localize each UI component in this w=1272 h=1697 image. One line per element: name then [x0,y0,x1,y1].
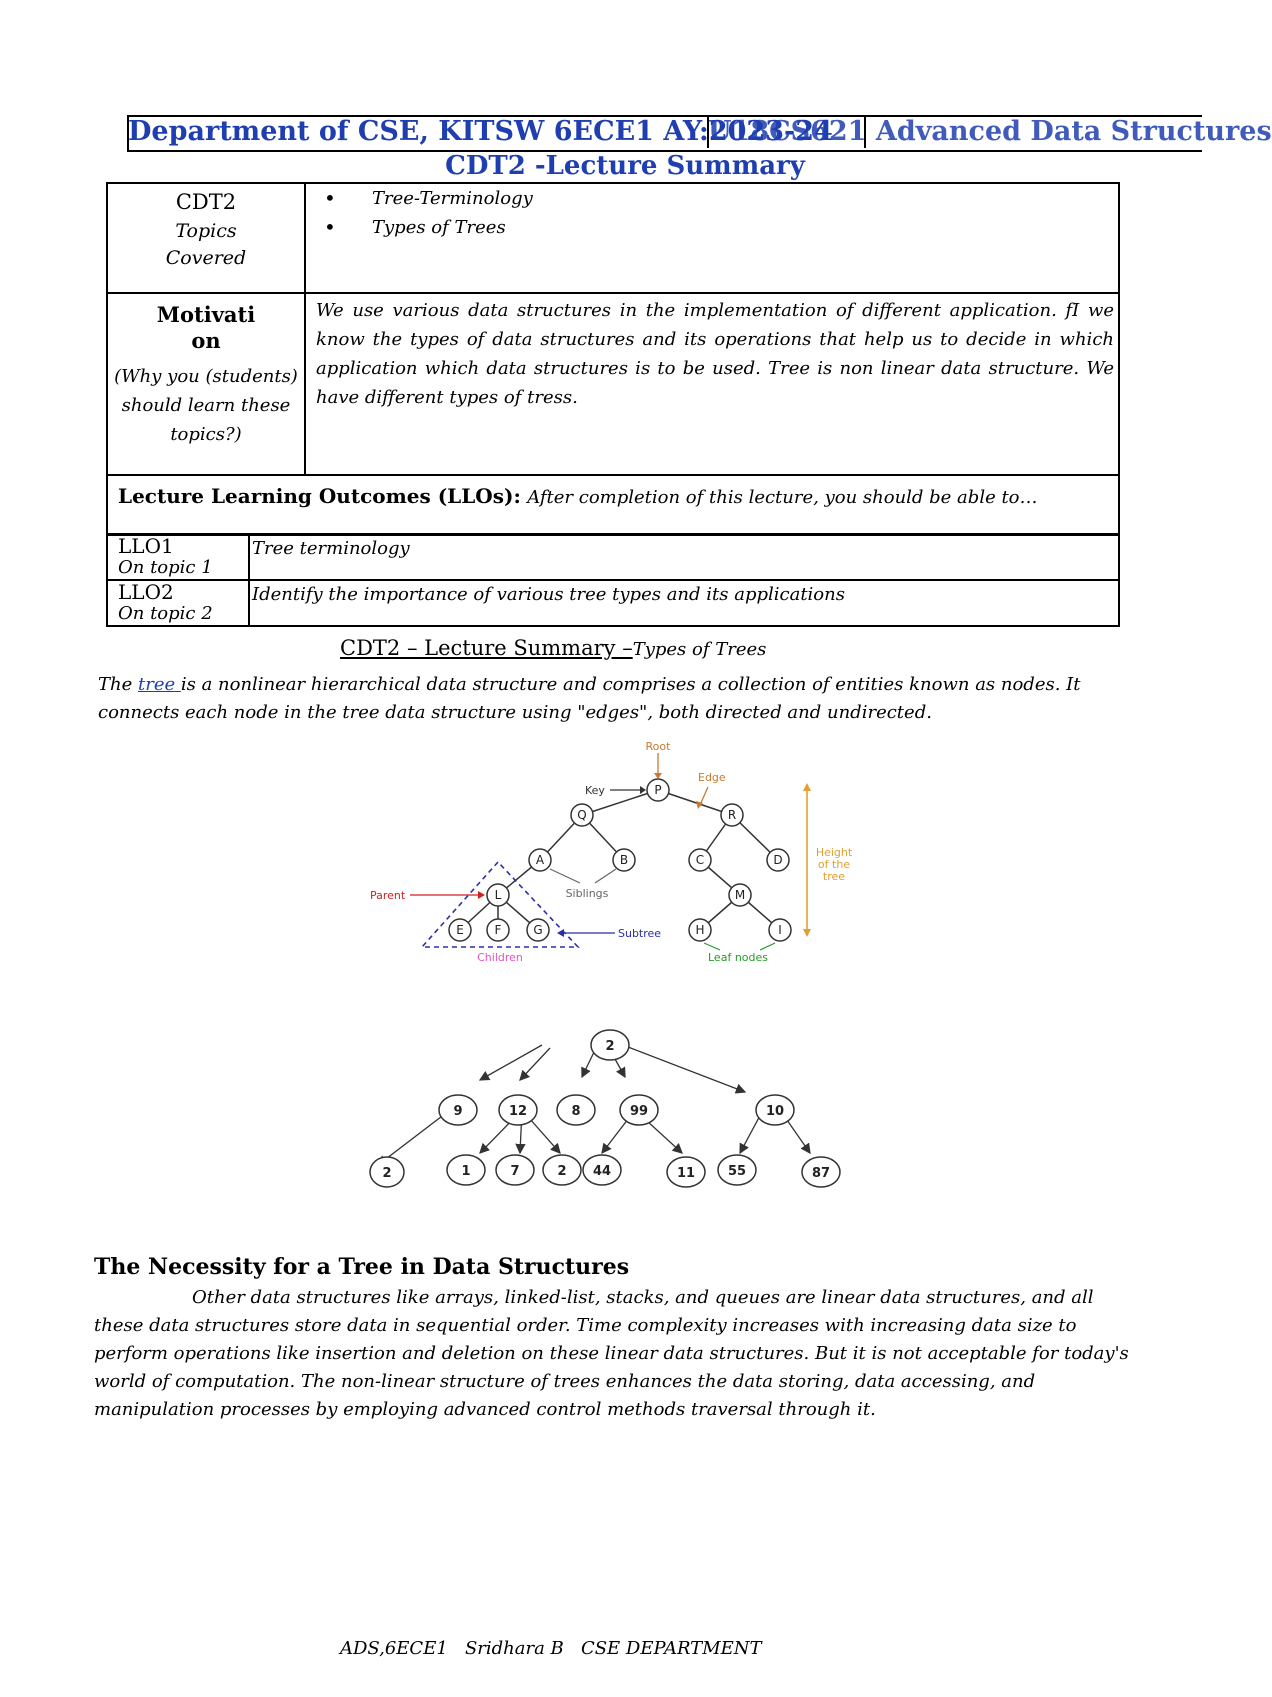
node-label: F [494,923,502,937]
edge-arrow [700,787,708,805]
node-label: R [727,808,737,822]
motivation-text-cell [305,293,1119,475]
llo2-topic: On topic 2 [118,603,213,624]
key-arrow-head [640,786,646,794]
node-label: M [734,888,746,902]
header-course: U18CS621 Advanced Data Structures [708,116,1272,147]
necessity-paragraph: Other data structures like arrays, linked-list, stacks, and queues are linear data structures, and all these data structures store data in sequential order. Time complexity increases with increasing data size to perform operations like insertion and deletion on these linear data structures. But it is not acceptable for today's world of computation. The non-linear structure of trees enhances the data storing, data accessing, and manipulation processes by employing advanced control methods traversal through it. [94,1287,1129,1420]
intro-paragraph: The tree is a nonlinear hierarchical data structure and comprises a collection of entities known as nodes. It connects each node in the tree data structure using "edges", both directed and undirected. [98,674,1081,723]
summary-table [106,182,1120,536]
leaf-annotation: Leaf nodes [708,951,768,964]
topics-cell [305,183,1119,293]
node-label: 55 [727,1164,747,1179]
motivation-cell [107,293,305,475]
necessity-title: The Necessity for a Tree in Data Structures [94,1254,630,1280]
root-annotation: Root [645,740,671,753]
node-label: 2 [382,1166,392,1181]
height-arrow-top [803,783,811,791]
section-title: CDT2 – Lecture Summary –Types of Trees [340,636,767,660]
edge-annotation: Edge [698,771,726,784]
node-label: L [494,888,502,902]
node-label: 9 [453,1104,463,1119]
subtree-arrow-head [557,929,564,937]
node-label: 1 [461,1164,471,1179]
llo1-topic: On topic 1 [118,557,213,578]
node-label: Q [577,808,587,822]
node-label: I [778,923,782,937]
node-label: 2 [557,1164,567,1179]
topic-list [306,184,1118,242]
node-label: C [695,853,705,867]
llo-heading: Lecture Learning Outcomes (LLOs): After completion of this lecture, you should be able to… [118,484,1038,508]
topics-label: Topics Covered [165,220,247,269]
page-subtitle: CDT2 -Lecture Summary [445,151,805,181]
motivation-text: We use various data structures in the implementation of different application. fI we know the types of data structures and its operations that help us to decide in which application which data structures is to be used. Tree is non linear data structure. We have different types of tress. [316,300,1114,408]
llo1-desc: Tree terminology [249,534,1119,580]
siblings-arrow-right [595,869,616,883]
root-arrow-head [654,773,662,779]
node-label: 2 [605,1039,615,1054]
tree-terminology-diagram [370,735,870,985]
list-item: • Tree-Terminology [354,184,1118,213]
node-label: B [619,853,629,867]
node-label: 12 [508,1104,528,1119]
node-label: 99 [629,1104,649,1119]
motivation-subheading: (Why you (students) should learn these topics?) [114,366,298,445]
node-label: P [654,783,662,797]
cdt-cell [107,183,305,293]
height-annotation-2: of the [817,858,851,871]
node-label: D [773,853,783,867]
llo2-label-cell [107,580,249,626]
node-label: 10 [765,1104,785,1119]
height-annotation-3: tree [822,870,846,883]
subtree-annotation: Subtree [618,927,662,940]
node-label: H [695,923,705,937]
height-arrow-bottom [803,929,811,937]
key-annotation: Key [585,784,605,797]
llo2-label: LLO2 [118,580,174,604]
llo1-label: LLO1 [118,534,174,558]
siblings-arrow-left [550,869,580,883]
leaf-arrow-left [704,943,720,950]
children-annotation: Children [477,951,523,964]
llo-heading-cell [107,475,1119,535]
node-label: 44 [592,1164,612,1179]
header-department: Department of CSE, KITSW 6ECE1 AY:2023-24 [128,116,833,147]
node-label: 11 [676,1166,696,1181]
llo1-label-cell [107,534,249,580]
llo-table [106,533,1120,627]
height-annotation-1: Height [815,846,853,859]
tree-link[interactable]: tree [137,674,181,695]
node-label: 7 [510,1164,520,1179]
parent-annotation: Parent [370,889,406,902]
generic-tree-diagram [370,1025,850,1195]
node-label: 8 [571,1104,581,1119]
list-item: • Types of Trees [354,213,1118,242]
cdt-label: CDT2 [175,190,237,214]
node-label: 87 [811,1166,831,1181]
parent-arrow-head [478,891,485,899]
llo2-desc: Identify the importance of various tree types and its applications [249,580,1119,626]
page-footer: ADS,6ECE1 Sridhara B CSE DEPARTMENT [340,1638,762,1659]
node-label: E [456,923,464,937]
node-label: G [533,923,543,937]
motivation-heading: Motivati on [156,302,256,353]
siblings-annotation: Siblings [565,887,609,900]
leaf-arrow-right [760,943,775,950]
node-label: A [535,853,545,867]
